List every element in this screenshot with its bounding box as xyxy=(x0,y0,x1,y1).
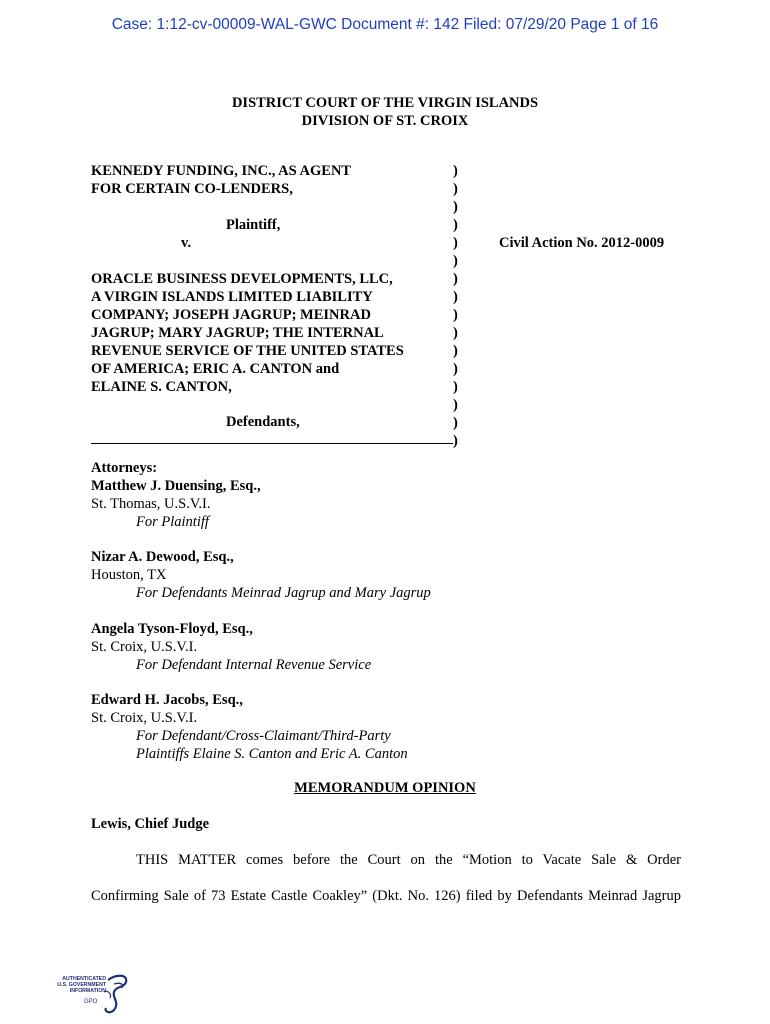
paren: ) xyxy=(453,253,458,269)
attorney-name: Angela Tyson-Floyd, Esq., xyxy=(91,621,253,637)
court-heading xyxy=(0,94,770,130)
attorneys-heading: Attorneys: xyxy=(91,460,158,476)
attorney-block xyxy=(91,620,371,674)
defendant-line: A VIRGIN ISLANDS LIMITED LIABILITY xyxy=(91,289,373,305)
paren: ) xyxy=(453,289,458,305)
caption-parentheses xyxy=(453,162,458,450)
plaintiff-line: KENNEDY FUNDING, INC., AS AGENT xyxy=(91,163,352,179)
logo-text-line: INFORMATION xyxy=(69,988,106,995)
paren: ) xyxy=(453,361,458,377)
paren: ) xyxy=(453,433,458,449)
paren: ) xyxy=(453,199,458,215)
attorney-location: St. Thomas, U.S.V.I. xyxy=(91,496,211,512)
judge-line: Lewis, Chief Judge xyxy=(91,816,210,832)
paren: ) xyxy=(453,415,458,431)
memorandum-title: MEMORANDUM OPINION xyxy=(294,780,476,796)
civil-action-number: Civil Action No. 2012-0009 xyxy=(499,235,665,251)
caption-plaintiff xyxy=(91,162,351,198)
attorney-location: Houston, TX xyxy=(91,567,167,583)
attorney-name: Nizar A. Dewood, Esq., xyxy=(91,549,234,565)
attorney-location: St. Croix, U.S.V.I. xyxy=(91,639,198,655)
caption-defendants xyxy=(91,270,404,396)
paren: ) xyxy=(453,271,458,287)
attorney-block xyxy=(91,459,261,531)
body-line: Confirming Sale of 73 Estate Castle Coakley” (Dkt. No. 126) filed by Defendants Meinrad Jagrup xyxy=(91,888,681,904)
defendant-line: REVENUE SERVICE OF THE UNITED STATES xyxy=(91,343,404,359)
defendant-line: JAGRUP; MARY JAGRUP; THE INTERNAL xyxy=(91,325,384,341)
attorney-block xyxy=(91,691,408,763)
paren: ) xyxy=(453,163,458,179)
defendants-label: Defendants, xyxy=(226,414,300,430)
defendant-line: ORACLE BUSINESS DEVELOPMENTS, LLC, xyxy=(91,271,393,287)
attorney-role: For Defendant Internal Revenue Service xyxy=(136,657,372,673)
logo-text-line: U.S. GOVERNMENT xyxy=(57,982,106,989)
defendant-line: ELAINE S. CANTON, xyxy=(91,379,232,395)
versus-label: v. xyxy=(181,235,192,251)
plaintiff-label: Plaintiff, xyxy=(226,217,281,233)
gpo-authentication-logo xyxy=(44,972,134,1016)
attorney-name: Edward H. Jacobs, Esq., xyxy=(91,692,243,708)
document-header-stamp: Case: 1:12-cv-00009-WAL-GWC Document #: 142 Filed: 07/29/20 Page 1 of 16 xyxy=(111,16,659,33)
paren: ) xyxy=(453,343,458,359)
attorney-role: For Defendants Meinrad Jagrup and Mary Jagrup xyxy=(136,585,431,601)
paren: ) xyxy=(453,217,458,233)
paren: ) xyxy=(453,325,458,341)
caption-rule xyxy=(91,443,453,444)
court-division: DIVISION OF ST. CROIX xyxy=(301,113,469,129)
paren: ) xyxy=(453,307,458,323)
attorney-name: Matthew J. Duensing, Esq., xyxy=(91,478,261,494)
gpo-label: GPO xyxy=(84,999,98,1005)
paren: ) xyxy=(453,235,458,251)
logo-text-line: AUTHENTICATED xyxy=(62,976,106,982)
eagle-icon xyxy=(44,972,134,1016)
attorney-role: Plaintiffs Elaine S. Canton and Eric A. Canton xyxy=(136,746,408,762)
court-name: DISTRICT COURT OF THE VIRGIN ISLANDS xyxy=(231,95,539,111)
attorney-location: St. Croix, U.S.V.I. xyxy=(91,710,198,726)
defendant-line: COMPANY; JOSEPH JAGRUP; MEINRAD xyxy=(91,307,371,323)
attorney-role: For Plaintiff xyxy=(136,514,209,530)
plaintiff-line: FOR CERTAIN CO-LENDERS, xyxy=(91,181,293,197)
defendant-line: OF AMERICA; ERIC A. CANTON and xyxy=(91,361,340,377)
body-line: THIS MATTER comes before the Court on the “Motion to Vacate Sale & Order xyxy=(136,852,681,868)
attorney-role: For Defendant/Cross-Claimant/Third-Party xyxy=(136,728,391,744)
paren: ) xyxy=(453,379,458,395)
paren: ) xyxy=(453,181,458,197)
attorney-block xyxy=(91,548,431,602)
paren: ) xyxy=(453,397,458,413)
